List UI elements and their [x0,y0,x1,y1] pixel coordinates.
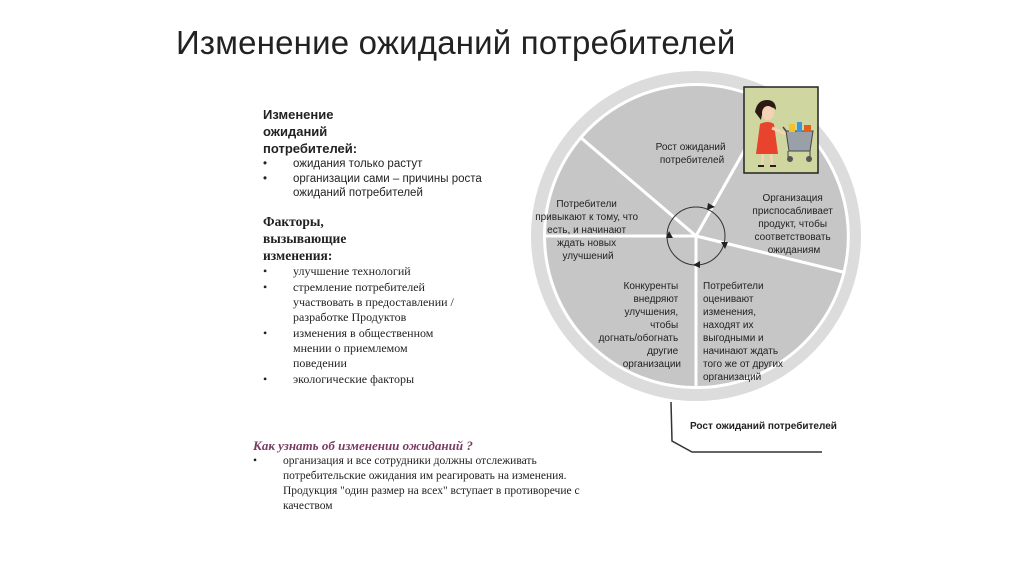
shopping-woman-clipart-icon [744,87,818,173]
section-heading: Изменение ожиданий потребителей: [263,107,358,156]
segment-label: Конкуренты внедряют улучшения, чтобы догнать/обогнать другие организации [598,281,681,370]
question-heading: Как узнать об изменении ожиданий ? [253,438,473,453]
section-heading: Факторы, вызывающие изменения: [263,214,347,263]
list-item: • улучшение технологий [263,264,483,279]
segment-label: Потребители оценивают изменения, находят их выгодными и начинают ждать того же от других организаций [703,281,784,383]
segment-label: Организация приспосабливает продукт, чтобы соответствовать ожиданиям [752,193,833,256]
list-item: • стремление потребителей участвовать в предоставлении /разработке Продуктов [263,280,483,325]
list-item: • ожидания только растут [263,157,503,172]
list-item: • экологические факторы [263,372,483,387]
list-item: • изменения в общественном мнении о приемлемом поведении [263,326,453,371]
list-item: • организации сами – причины роста ожиданий потребителей [263,172,485,201]
segment-label: Рост ожиданий потребителей [655,142,726,166]
list-item: • организация и все сотрудники должны отслеживать потребительские ожидания им реагировать на изменения. Продукция "один размер на всех" вступает в противоречие с качеством [253,454,605,514]
page-title: Изменение ожиданий потребителей [176,24,736,61]
segment-label: Потребители привыкают к тому, что есть, и начинают ждать новых улучшений [535,199,639,262]
diagram-caption: Рост ожиданий потребителей [690,421,837,432]
